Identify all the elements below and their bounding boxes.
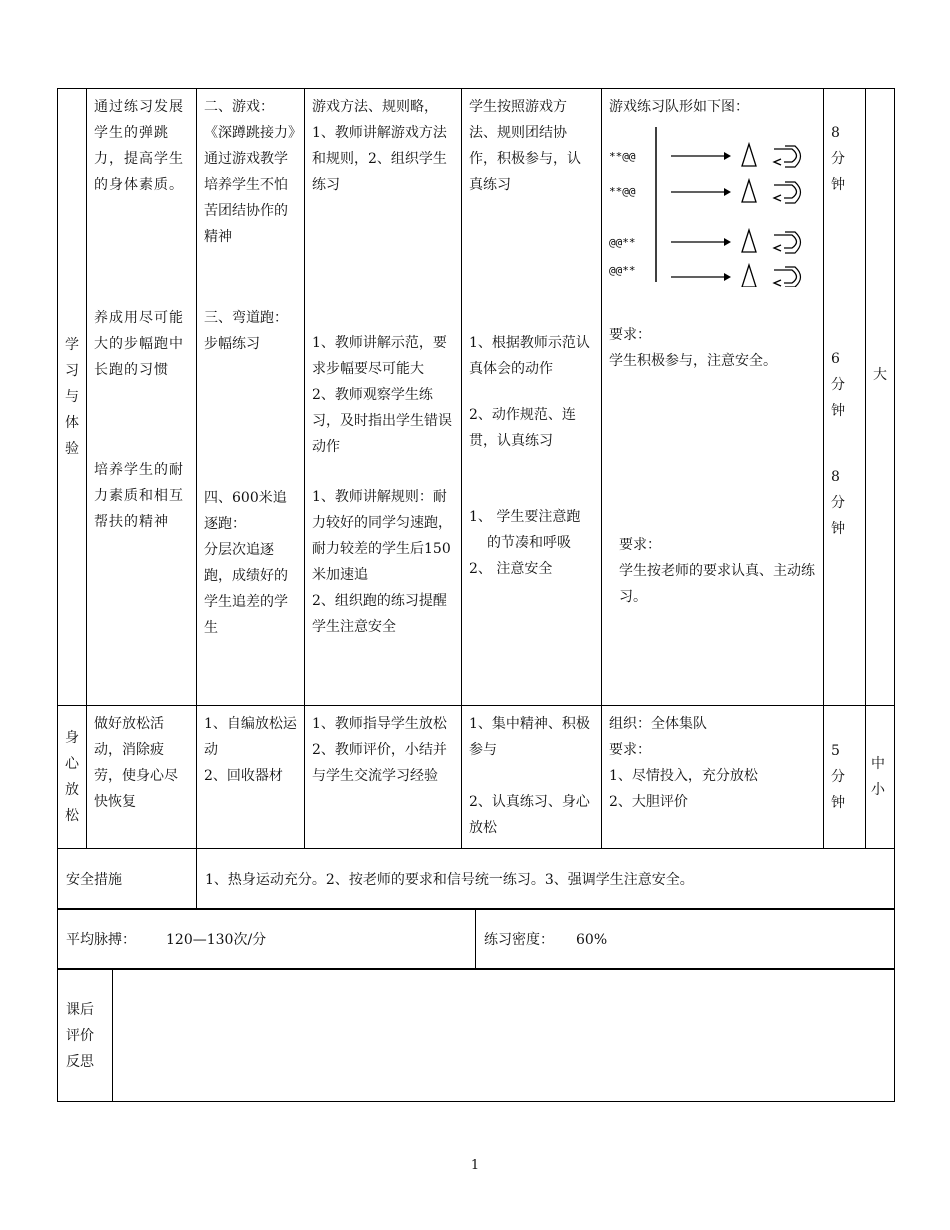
reflection-table [57,968,895,1102]
organization-column: 游戏练习队形如下图： **@@ **@@ @@** @@** 要求： 学生积极参与，注意安全。 要求： 学生按老师的要求认真、主动练习。 [602,89,824,706]
goal-column [87,89,197,706]
svg-text:@@**: @@** [609,264,636,277]
formation-lane-3 [609,230,801,253]
lesson-table [57,88,895,849]
page-number: 1 [470,1158,480,1173]
svg-text:**@@: **@@ [609,150,636,163]
pulse-table [57,908,895,970]
relax-intensity: 中 小 [866,706,895,849]
relax-content: 1、自编放松运动 2、回收器材 [197,706,305,849]
section-label-practice: 学 习 与 体 验 [58,89,87,706]
goal-game: 通过练习发展学生的弹跳力，提高学生的身体素质。 [94,99,184,193]
formation-lane-1 [609,144,801,167]
time-column: 8 分 钟 6 分 钟 8 分 钟 [824,89,866,706]
pulse-cell: 平均脉搏： 120—130次/分 [58,909,476,970]
safety-table [57,848,895,910]
relax-time: 5 分 钟 [824,706,866,849]
svg-text:@@**: @@** [609,236,636,249]
relax-teacher: 1、教师指导学生放松 2、教师评价，小结并与学生交流学习经验 [305,706,462,849]
formation-diagram [609,122,816,292]
goal-chase: 培养学生的耐力素质和相互帮扶的精神 [94,462,184,530]
relax-organization: 组织：全体集队 要求： 1、尽情投入，充分放松 2、大胆评价 [602,706,824,849]
intensity-column: 大 [866,89,895,706]
density-cell: 练习密度： 60% [476,909,895,970]
svg-text:**@@: **@@ [609,185,636,198]
practice-row [58,89,895,706]
teacher-column: 游戏方法、规则略，1、教师讲解游戏方法和规则，2、组织学生练习 1、教师讲解示范，要求步幅要尽可能大 2、教师观察学生练习，及时指出学生错误动作 1、教师讲解规则：耐力较好的同学匀速跑，耐力较差的学生后150米加速追 2、组织跑的练习提醒学生注意安全 [305,89,462,706]
section-label-relax: 身 心 放 松 [58,706,87,849]
safety-text: 1、热身运动充分。2、按老师的要求和信号统一练习。3、强调学生注意安全。 [197,849,895,910]
relax-row [58,706,895,849]
content-column: 二、游戏： 《深蹲跳接力》 通过游戏教学培养学生不怕苦团结协作的精神 三、弯道跑： 步幅练习 四、600米追逐跑： 分层次追逐跑，成绩好的学生追差的学生 [197,89,305,706]
formation-svg [609,122,819,287]
relax-goal: 做好放松活动，消除疲劳，使身心尽快恢复 [87,706,197,849]
relax-student: 1、集中精神、积极参与 2、认真练习、身心放松 [462,706,602,849]
reflection-label: 课后 评价 反思 [58,969,113,1102]
safety-label: 安全措施 [58,849,197,910]
formation-lane-4 [609,264,801,287]
goal-curve: 养成用尽可能大的步幅跑中长跑的习惯 [94,310,184,378]
student-column: 学生按照游戏方法、规则团结协作，积极参与，认真练习 1、根据教师示范认真体会的动作 2、动作规范、连贯，认真练习 1、 学生要注意跑的节凑和呼吸 2、 注意安全 [462,89,602,706]
reflection-content[interactable] [113,969,895,1102]
formation-lane-2 [609,180,801,203]
